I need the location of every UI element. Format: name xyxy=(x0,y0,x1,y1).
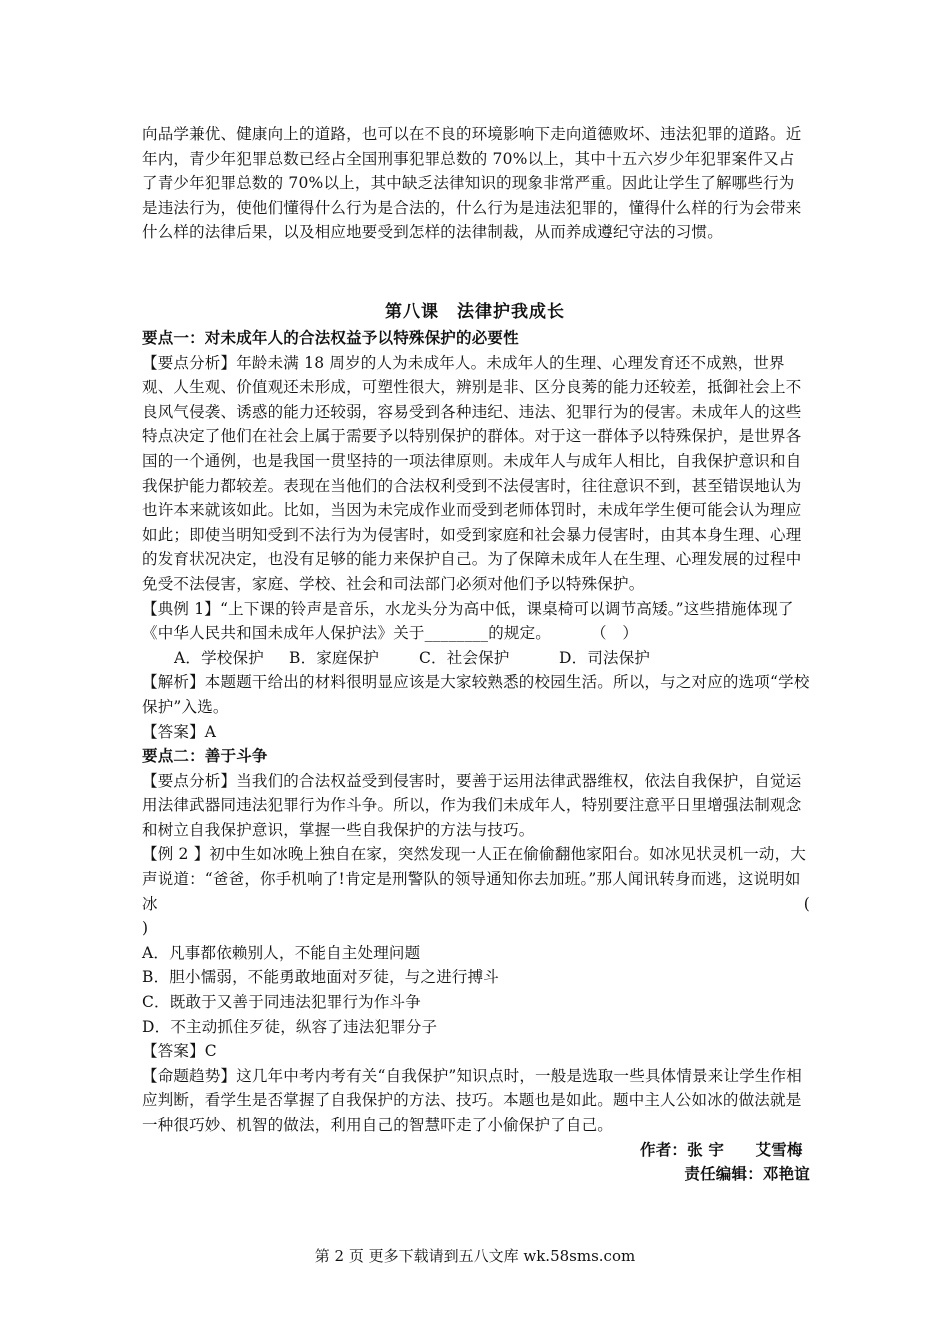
editor-line xyxy=(142,1162,810,1187)
point1-heading: 要点一：对未成年人的合法权益予以特殊保护的必要性 xyxy=(142,328,519,347)
point2-trend: 【命题趋势】这几年中考内考有关“自我保护”知识点时，一般是选取一些具体情景来让学生作相应判断，看学生是否掌握了自我保护的方法、技巧。本题也是如此。题中主人公如冰的做法就是一种很巧妙、机智的做法，利用自己的智慧吓走了小偷保护了自己。 xyxy=(142,1066,802,1134)
example1-stem: 【典例 1】“上下课的铃声是音乐，水龙头分为高中低，课桌椅可以调节高矮。”这些措施体现了《中华人民共和国未成年人保护法》关于________的规定。 xyxy=(142,599,794,643)
example1-option-d: D．司法保护 xyxy=(559,648,651,667)
example2-paren-line xyxy=(142,892,810,917)
intro-section xyxy=(142,122,810,245)
example1-answer: 【答案】A xyxy=(142,722,217,741)
example2-option-b: B．胆小懦弱，不能勇敢地面对歹徒，与之进行搏斗 xyxy=(142,968,499,987)
example2-option-c: C．既敢于又善于同违法犯罪行为作斗争 xyxy=(142,993,421,1012)
example1-options xyxy=(142,646,810,671)
lesson-content xyxy=(142,326,810,1187)
example1-option-c: C．社会保护 xyxy=(419,648,510,667)
page-footer: 第 2 页 更多下载请到五八文库 wk.58sms.com xyxy=(314,1247,636,1265)
example1-explanation: 【解析】本题题干给出的材料很明显应该是大家较熟悉的校园生活。所以，与之对应的选项“学校保护”入选。 xyxy=(142,673,810,716)
example2-answer: 【答案】C xyxy=(142,1042,217,1061)
point2-heading: 要点二：善于斗争 xyxy=(142,746,268,766)
example2-paren-close: ) xyxy=(142,919,149,938)
example1-option-a: A．学校保护 xyxy=(174,648,264,667)
example2-option-a: A．凡事都依赖别人，不能自主处理问题 xyxy=(142,943,421,962)
intro-paragraph: 向品学兼优、健康向上的道路，也可以在不良的环境影响下走向道德败坏、违法犯罪的道路。近年内，青少年犯罪总数已经占全国刑事犯罪总数的 70%以上，其中十五六岁少年犯罪案件又占了青少年犯罪总数的 70%以上，其中缺乏法律知识的现象非常严重。因此让学生了解哪些行为是违法行为，使他们懂得什么行为是合法的，什么行为是违法犯罪的，懂得什么样的行为会带来什么样的法律后果，以及相应地要受到怎样的法律制裁，从而养成遵纪守法的习惯。 xyxy=(142,125,802,242)
example1-answer-paren: （ ） xyxy=(591,624,639,643)
example2-stem: 【例 2 】初中生如冰晚上独自在家，突然发现一人正在偷偷翻他家阳台。如冰见状灵机一动，大声说道：“爸爸，你手机响了!肯定是刑警队的领导通知你去加班。”那人闻讯转身而逃，这说明如冰 xyxy=(142,845,807,913)
point2-analysis: 【要点分析】当我们的合法权益受到侵害时，要善于运用法律武器维权，依法自我保护，自觉运用法律武器同违法犯罪行为作斗争。所以，作为我们未成年人，特别要注意平日里增强法制观念和树立自我保护意识，掌握一些自我保护的方法与技巧。 xyxy=(142,771,802,839)
editor-name: 责任编辑：邓艳谊 xyxy=(684,1164,810,1184)
author-line xyxy=(142,1138,810,1163)
lesson-title: 第八课 法律护我成长 xyxy=(385,302,565,322)
point1-analysis: 【要点分析】年龄未满 18 周岁的人为未成年人。未成年人的生理、心理发育还不成熟，世界观、人生观、价值观还未形成，可塑性很大，辨别是非、区分良莠的能力还较差，抵御社会上不良风气侵袭、诱惑的能力还较弱，容易受到各种违纪、违法、犯罪行为的侵害。未成年人的这些特点决定了他们在社会上属于需要予以特别保护的群体。对于这一群体予以特殊保护，是世界各国的一个通例，也是我国一贯坚持的一项法律原则。未成年人与成年人相比，自我保护意识和自我保护能力都较差。表现在当他们的合法权利受到不法侵害时，往往意识不到，甚至错误地认为也许本来就该如此。比如，当因为未完成作业而受到老师体罚时，未成年学生便可能会认为理应如此；即使当明知受到不法行为为侵害时，如受到家庭和社会暴力侵害时，由其本身生理、心理的发育状况决定，也没有足够的能力来保护自己。为了保障未成年人在生理、心理发展的过程中免受不法侵害，家庭、学校、社会和司法部门必须对他们予以特殊保护。 xyxy=(142,353,802,593)
example1-option-b: B．家庭保护 xyxy=(289,648,380,667)
example1-question xyxy=(142,597,810,646)
author-names: 作者：张 宇 艾雪梅 xyxy=(640,1139,803,1159)
example2-paren-open: ( xyxy=(803,894,810,913)
example2-option-d: D．不主动抓住歹徒，纵容了违法犯罪分子 xyxy=(142,1017,438,1036)
